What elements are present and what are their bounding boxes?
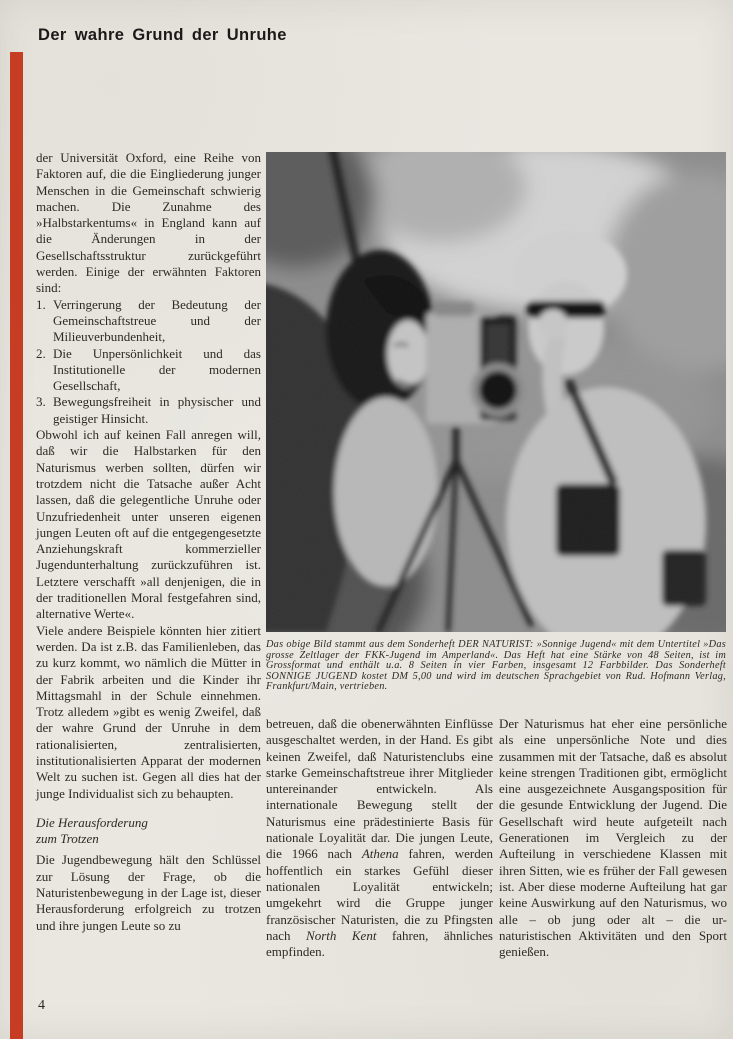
list-number: 2. (36, 345, 46, 361)
list-item-text: Die Unpersönlichkeit und das Institutionelle der modernen Gesellschaft, (53, 345, 261, 394)
paragraph: Obwohl ich auf keinen Fall anregen will, daß wir die Halbstarken für den Naturismus werben sollten, dürfen wir trotzdem nicht die Tatsache außer Acht lassen, daß die gelegentliche Unruhe oder Unzufriedenheit unter unseren eigenen jungen Leuten oft auf die entgegengesetzte Anziehungskraft kommerzieller Jugendunterhaltung zurückzuführen ist. Letztere verschafft »all denjenigen, die in der traditionellen Moral festgefahren sind, alternative Werte«. (36, 427, 261, 622)
photo-illustration (266, 152, 726, 632)
photo-camera-couple (266, 152, 726, 632)
section-subhead (36, 815, 261, 848)
paragraph-intro: der Universität Oxford, eine Reihe von Faktoren auf, die die Eingliederung junger Menschen in die Gemeinschaft schwierig machen. Die Zunahme des »Halbstarkentums« in England kann auf die Änderungen in der Gesellschaftsstruktur zurückgeführt werden. Einige der erwähnten Faktoren sind: (36, 150, 261, 296)
list-item-text: Bewegungsfreiheit in physischer und geistiger Hinsicht. (53, 394, 261, 426)
subhead-line: zum Trotzen (36, 831, 99, 847)
paragraph: Der Naturismus hat eher eine persönliche als eine unpersönliche Note und dies zusammen mit der Tatsache, daß es absolut keine strengen Traditionen gibt, ermöglicht eine ausgezeichnete Ausgangsposition für die gesunde Entwicklung der Jugend. Die Gesellschaft wird heute aufgeteilt nach Generationen im Vergleich zu der Aufteilung in verschiedene Klassen mit ihren Sitten, wie es früher der Fall gewesen ist. Aber diese moderne Aufteilung hat gar keine Auswirkung auf den Naturismus, wo alle – ob jung oder alt – die ur-naturistischen Aktivitäten und den Sport genießen. (499, 716, 727, 960)
paragraph: Die Jugendbewegung hält den Schlüssel zur Lösung der Frage, ob die Naturistenbewegung in der Lage ist, dieser Herausforderung erfolgreich zu trotzen und ihre jungen Leute so zu (36, 852, 261, 933)
list-number: 3. (36, 394, 46, 410)
photo-caption: Das obige Bild stammt aus dem Sonderheft DER NATURIST: »Sonnige Jugend« mit dem Untertitel »Das grosse Zeltlager der FKK-Jugend im Amperland«. Das Heft hat eine Stärke von 48 Seiten, ist im Grossformat und enthält u.a. 8 Seiten in vier Farben, insgesamt 12 Farbbilder. Das Sonderheft SONNIGE JUGEND kostet DM 5,00 und wird im deutschen Sprachgebiet von Rud. Hofmann Verlag, Frankfurt/Main, vertrieben. (266, 639, 726, 693)
numbered-list-item (36, 394, 261, 427)
article-column-middle (266, 716, 493, 960)
list-number: 1. (36, 296, 46, 312)
numbered-list-item (36, 346, 261, 395)
paragraph: betreuen, daß die obenerwähnten Einflüsse ausgeschaltet werden, in der Hand. Es gibt keinen Zweifel, daß Naturistenclubs eine starke Gemeinschaftstreue ihrer Mitglieder untereinander entwickeln. Als internationale Bewegung stellt der Naturismus eine prädestinierte Basis für nationale Loyalität dar. Die jungen Leute, die 1966 nach Athena fahren, werden hoffentlich ein starkes Gefühl dieser nationalen Loyalität entwickeln; umgekehrt wird die Gruppe junger französischer Naturisten, die zu Pfingsten nach North Kent fahren, ähnliches empfinden. (266, 716, 493, 960)
article-column-left (36, 150, 261, 934)
numbered-list-item (36, 297, 261, 346)
page-number: 4 (38, 998, 45, 1013)
paragraph: Viele andere Beispiele könnten hier zitiert werden. Da ist z.B. das Familienleben, das zu kurz kommt, wo nämlich die Mütter in der Fabrik arbeiten und die Kinder ihr Mittagsmahl in der Schule einnehmen. Trotz alledem »gibt es wenig Zweifel, daß der wahre Grund der Unruhe in dem rationalisierten, zentralisierten, institutionalisierten Apparat der modernen Welt zu suchen ist. Gegen all dies hat der junge Individualist sich zu behaupten. (36, 622, 261, 801)
article-column-right (499, 716, 727, 960)
subhead-line: Die Herausforderung (36, 814, 148, 830)
red-margin-stripe (10, 52, 23, 1039)
list-item-text: Verringerung der Bedeutung der Gemeinschaftstreue und der Milieuverbundenheit, (53, 296, 261, 345)
page-title: Der wahre Grund der Unruhe (38, 26, 287, 44)
